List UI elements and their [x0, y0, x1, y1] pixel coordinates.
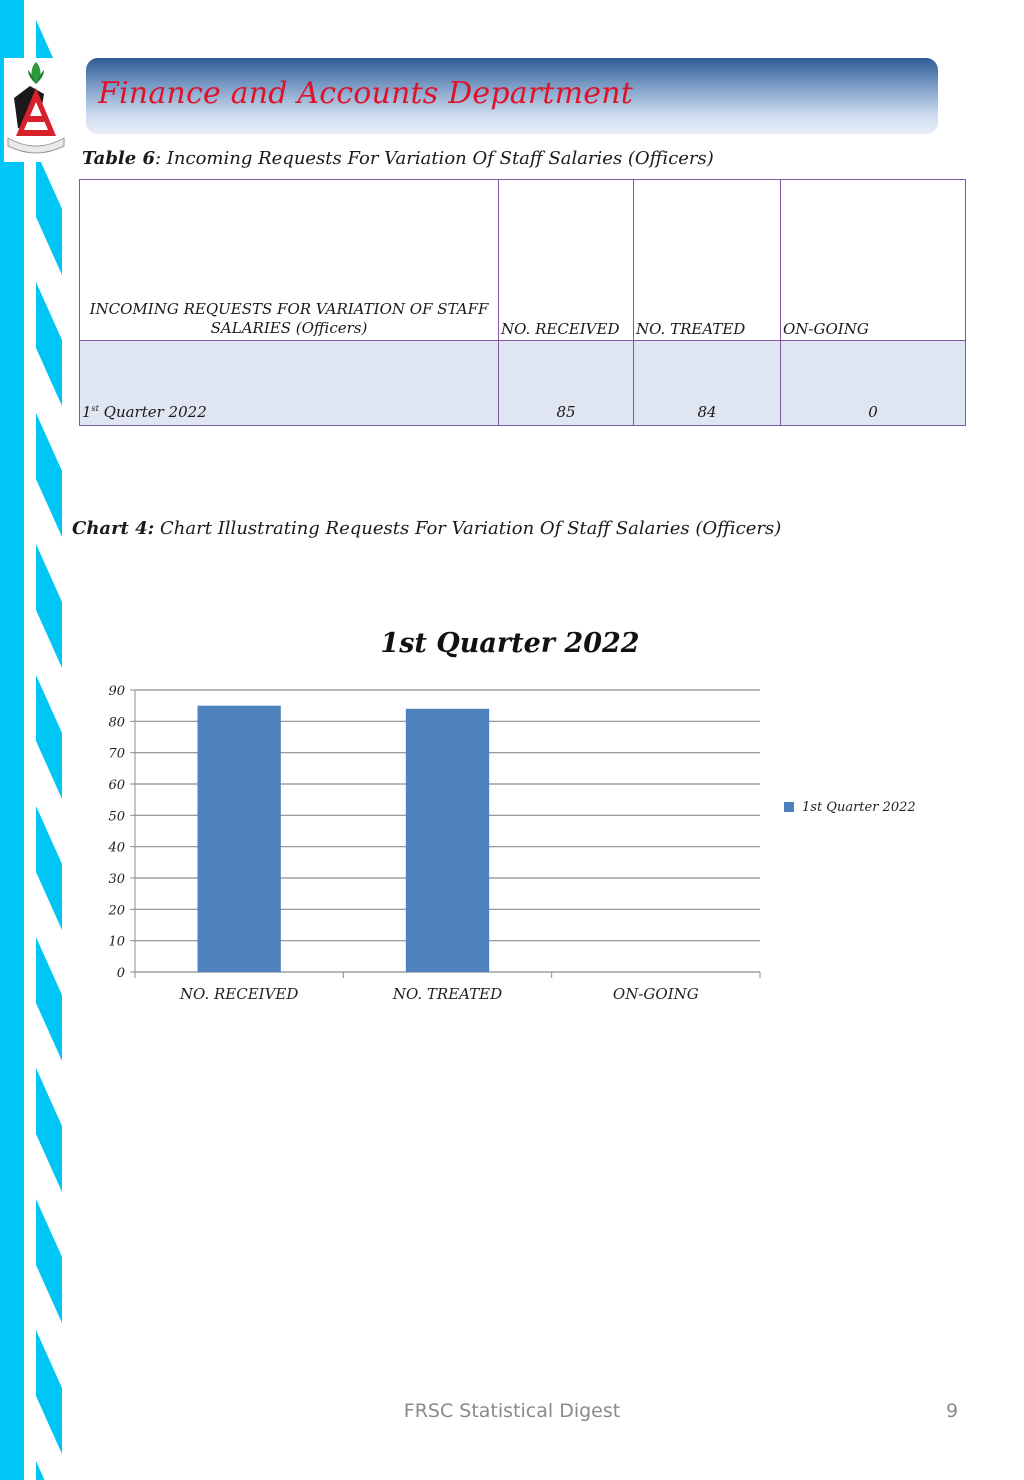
y-tick-label: 60	[108, 778, 125, 793]
row-label-num: 1	[82, 403, 92, 421]
stripe-chevron	[36, 675, 62, 799]
header-cell-category: INCOMING REQUESTS FOR VARIATION OF STAFF SALARIES (Officers)	[80, 180, 499, 341]
x-tick-label: ON-GOING	[612, 985, 699, 1003]
department-title: Finance and Accounts Department	[98, 76, 634, 111]
x-tick-label: NO. RECEIVED	[179, 985, 299, 1003]
stripe-chevron	[36, 544, 62, 668]
stripe-chevron	[36, 1199, 62, 1323]
y-tick-label: 80	[108, 715, 125, 731]
x-tick-label: NO. TREATED	[392, 985, 503, 1003]
page-number: 9	[946, 1400, 959, 1422]
table-row	[80, 341, 966, 426]
y-tick-label: 70	[108, 746, 125, 762]
stripe-chevron	[36, 413, 62, 537]
y-tick-label: 0	[116, 966, 125, 981]
legend-swatch	[784, 802, 794, 812]
table-caption	[82, 148, 714, 169]
table-header-row	[80, 180, 966, 341]
table-caption-text: : Incoming Requests For Variation Of Staff Salaries (Officers)	[155, 148, 714, 169]
y-tick-label: 20	[108, 903, 125, 919]
stripe-chevron	[36, 806, 62, 930]
decorative-side-stripe	[0, 0, 66, 1480]
y-tick-label: 30	[108, 872, 125, 887]
chart-caption-label: Chart 4:	[72, 518, 155, 539]
bar-chart	[90, 610, 930, 1020]
stripe-chevron	[36, 937, 62, 1061]
stripe-chevron	[36, 1461, 62, 1480]
chart-title: 1st Quarter 2022	[380, 628, 640, 659]
chart-caption-text: Chart Illustrating Requests For Variation Of Staff Salaries (Officers)	[154, 518, 782, 539]
chart-caption	[72, 518, 781, 539]
row-label-cell	[80, 341, 499, 426]
chart-bar	[198, 706, 281, 972]
stripe-chevron	[36, 1068, 62, 1192]
salary-variation-table	[79, 179, 966, 426]
cell-received: 85	[499, 341, 634, 426]
department-banner	[86, 58, 938, 134]
table-caption-label: Table 6	[82, 148, 156, 169]
stripe-chevron	[36, 1330, 62, 1454]
row-label-rest: Quarter 2022	[98, 403, 207, 421]
cell-treated: 84	[634, 341, 781, 426]
legend-label: 1st Quarter 2022	[802, 800, 916, 815]
y-tick-label: 50	[108, 809, 125, 825]
y-tick-label: 40	[108, 840, 125, 856]
row-label-sup: st	[91, 404, 99, 413]
y-tick-label: 90	[108, 684, 125, 699]
header-cell-received: NO. RECEIVED	[499, 180, 634, 341]
y-tick-label: 10	[108, 934, 125, 950]
stripe-chevron	[36, 151, 62, 275]
footer-text: FRSC Statistical Digest	[403, 1400, 621, 1422]
chart-bar	[406, 709, 489, 972]
cell-ongoing: 0	[781, 341, 966, 426]
header-cell-treated: NO. TREATED	[634, 180, 781, 341]
frsc-emblem-logo	[4, 58, 68, 162]
stripe-chevron	[36, 282, 62, 406]
header-cell-ongoing: ON-GOING	[781, 180, 966, 341]
